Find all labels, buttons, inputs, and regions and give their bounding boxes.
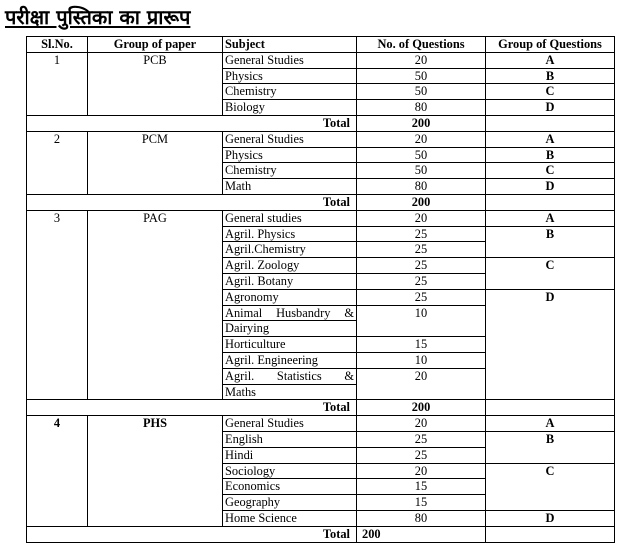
- questions-cell: 15: [357, 495, 486, 511]
- total-value: 200: [357, 400, 486, 416]
- subject-cell: Agril. Physics: [223, 226, 357, 242]
- header-group-of-questions: Group of Questions: [486, 37, 615, 53]
- questions-cell: 25: [357, 273, 486, 289]
- question-group-cell: C: [486, 258, 615, 290]
- question-group-cell: C: [486, 463, 615, 510]
- questions-cell: 15: [357, 479, 486, 495]
- subject-cell: Agril. Engineering: [223, 352, 357, 368]
- questions-cell: 80: [357, 510, 486, 526]
- subject-cell: General Studies: [223, 131, 357, 147]
- sl-no-cell: 3: [27, 210, 88, 400]
- subject-cell: Math: [223, 179, 357, 195]
- questions-cell: 50: [357, 163, 486, 179]
- question-group-cell: A: [486, 131, 615, 147]
- total-row: [27, 400, 615, 416]
- total-row: [27, 526, 615, 542]
- questions-cell: 10: [357, 305, 486, 337]
- subject-cell: Agril.Chemistry: [223, 242, 357, 258]
- subject-cell: Agril. Botany: [223, 273, 357, 289]
- group-of-paper-cell: PCB: [88, 52, 223, 115]
- table-row: [27, 131, 615, 147]
- questions-cell: 25: [357, 258, 486, 274]
- questions-cell: 25: [357, 242, 486, 258]
- question-group-cell: A: [486, 416, 615, 432]
- questions-cell: 20: [357, 210, 486, 226]
- questions-cell: 10: [357, 352, 486, 368]
- table-row: [27, 210, 615, 226]
- page-title: परीक्षा पुस्तिका का प्रारूप: [5, 5, 191, 29]
- total-label: Total: [27, 194, 357, 210]
- subject-cell: Horticulture: [223, 337, 357, 353]
- subject-cell: General Studies: [223, 416, 357, 432]
- subject-cell-continued: Dairying: [223, 321, 357, 337]
- question-group-cell: D: [486, 510, 615, 526]
- questions-cell: 25: [357, 226, 486, 242]
- subject-cell: Chemistry: [223, 163, 357, 179]
- sl-no-cell: 4: [27, 416, 88, 527]
- subject-cell: Animal Husbandry &: [223, 305, 357, 321]
- header-subject: Subject: [223, 37, 357, 53]
- total-label: Total: [27, 115, 357, 131]
- empty-cell: [486, 400, 615, 416]
- subject-cell: Sociology: [223, 463, 357, 479]
- questions-cell: 50: [357, 147, 486, 163]
- question-group-cell: A: [486, 52, 615, 68]
- total-value: 200: [357, 115, 486, 131]
- questions-cell: 50: [357, 68, 486, 84]
- total-value: 200: [357, 194, 486, 210]
- group-of-paper-cell: PHS: [88, 416, 223, 527]
- question-paper-format-table: [26, 36, 615, 543]
- total-label: Total: [27, 400, 357, 416]
- empty-cell: [486, 194, 615, 210]
- questions-cell: 20: [357, 52, 486, 68]
- questions-cell: 20: [357, 131, 486, 147]
- subject-cell: Biology: [223, 100, 357, 116]
- questions-cell: 80: [357, 179, 486, 195]
- question-group-cell: D: [486, 289, 615, 400]
- questions-cell: 25: [357, 289, 486, 305]
- questions-cell: 15: [357, 337, 486, 353]
- subject-cell: Agril. Zoology: [223, 258, 357, 274]
- empty-cell: [486, 526, 615, 542]
- question-group-cell: B: [486, 68, 615, 84]
- questions-cell: 50: [357, 84, 486, 100]
- questions-cell: 20: [357, 416, 486, 432]
- question-group-cell: A: [486, 210, 615, 226]
- subject-cell: Agril. Statistics &: [223, 368, 357, 384]
- subject-cell: General studies: [223, 210, 357, 226]
- subject-cell: General Studies: [223, 52, 357, 68]
- question-group-cell: B: [486, 431, 615, 463]
- question-group-cell: B: [486, 226, 615, 258]
- subject-cell: Geography: [223, 495, 357, 511]
- total-row: [27, 194, 615, 210]
- header-no-of-questions: No. of Questions: [357, 37, 486, 53]
- total-row: [27, 115, 615, 131]
- table-row: [27, 52, 615, 68]
- questions-cell: 20: [357, 463, 486, 479]
- question-group-cell: D: [486, 179, 615, 195]
- questions-cell: 80: [357, 100, 486, 116]
- question-group-cell: D: [486, 100, 615, 116]
- total-value: 200: [357, 526, 486, 542]
- subject-cell-continued: Maths: [223, 384, 357, 400]
- group-of-paper-cell: PAG: [88, 210, 223, 400]
- empty-cell: [486, 115, 615, 131]
- sl-no-cell: 2: [27, 131, 88, 194]
- header-row: [27, 37, 615, 53]
- questions-cell: 25: [357, 431, 486, 447]
- header-sl-no: Sl.No.: [27, 37, 88, 53]
- question-group-cell: C: [486, 163, 615, 179]
- subject-cell: Physics: [223, 68, 357, 84]
- question-group-cell: B: [486, 147, 615, 163]
- question-group-cell: C: [486, 84, 615, 100]
- sl-no-cell: 1: [27, 52, 88, 115]
- table-row: [27, 416, 615, 432]
- subject-cell: Home Science: [223, 510, 357, 526]
- subject-cell: Economics: [223, 479, 357, 495]
- header-group-of-paper: Group of paper: [88, 37, 223, 53]
- subject-cell: Physics: [223, 147, 357, 163]
- subject-cell: Hindi: [223, 447, 357, 463]
- questions-cell: 20: [357, 368, 486, 400]
- group-of-paper-cell: PCM: [88, 131, 223, 194]
- subject-cell: English: [223, 431, 357, 447]
- questions-cell: 25: [357, 447, 486, 463]
- subject-cell: Agronomy: [223, 289, 357, 305]
- total-label: Total: [27, 526, 357, 542]
- subject-cell: Chemistry: [223, 84, 357, 100]
